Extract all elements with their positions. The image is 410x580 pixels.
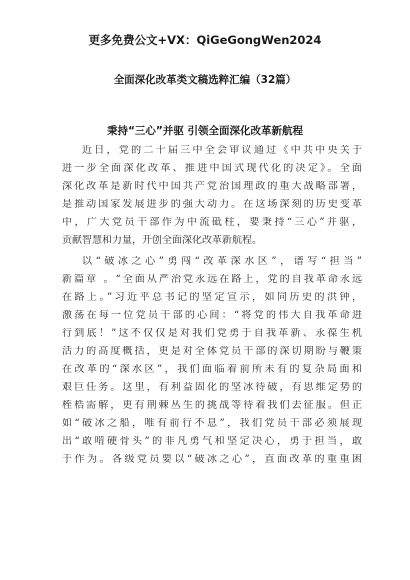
body-line: 行到底！”这不仅仅是对我们党勇于自我革新、永葆生机 [62, 328, 362, 339]
body-line: 进一步全面深化改革、推进中国式现代化的决定》。全面 [62, 163, 362, 174]
body-line: 如“破冰之船，唯有前行不息”，我们党员干部必须展现 [62, 418, 362, 429]
body-line: 出“敢啃硬骨头”的非凡勇气和坚定决心，勇于担当，敢 [62, 436, 362, 447]
body-line: 近日，党的二十届三中全会审议通过《中共中央关于 [82, 145, 362, 156]
body-line: 艰巨任务。这里，有利益固化的坚冰待破，有思维定势的 [62, 382, 362, 393]
body-line: 贡献智慧和力量，开创全面深化改革新航程。 [62, 235, 262, 246]
body-line: 深化改革是新时代中国共产党治国理政的重大战略部署， [62, 181, 362, 192]
body-line: 激荡在每一位党员干部的心间：“将党的伟大自我革命进 [62, 310, 362, 321]
collection-title: 全面深化改革类文稿选粹汇编（32篇） [113, 74, 297, 86]
body-line: 桎梏需解，更有荆棘丛生的挑战等待着我们去征服。但正 [62, 400, 362, 411]
body-line: 活力的高度概括，更是对全体党员干部的深切期盼与鞭策 [62, 346, 362, 357]
body-line: 于作为。各级党员要以“破冰之心”，直面改革的重重困 [62, 454, 362, 465]
body-line: 中，广大党员干部作为中流砥柱，要秉持“三心”并驱， [62, 217, 362, 228]
body-line: 以“破冰之心”勇闯“改革深水区”，谱写“担当” [82, 256, 362, 267]
body-line: 是推动国家发展进步的强大动力。在这场深刻的历史变革 [62, 199, 362, 210]
body-line: 在改革的“深水区”，我们面临着前所未有的复杂局面和 [62, 364, 362, 375]
article-title: 秉持“三心”并驱 引领全面深化改革新航程 [107, 125, 303, 137]
body-line: 新篇章 。“全面从严治党永远在路上，党的自我革命永远 [62, 274, 362, 285]
body-line: 在路上。”习近平总书记的坚定宣示，如同历史的洪钟， [62, 292, 362, 303]
watermark-header: 更多免费公文+VX：QiGeGongWen2024 [88, 33, 322, 47]
